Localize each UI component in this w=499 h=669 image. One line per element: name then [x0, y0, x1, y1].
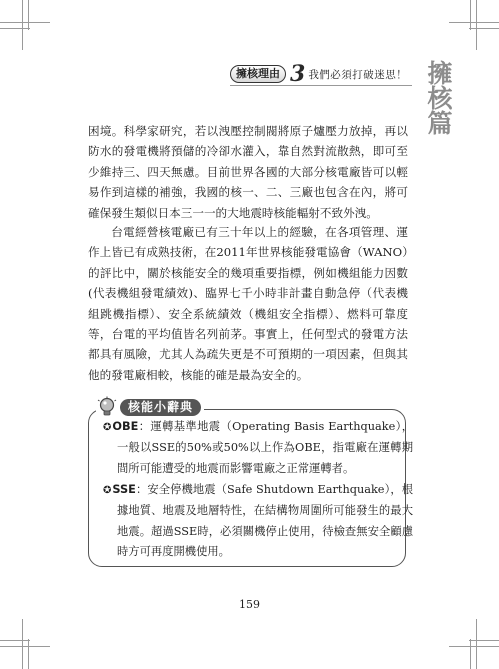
crop-mark: [476, 0, 477, 50]
crop-mark: [0, 646, 50, 647]
body-paragraph: 困境。科學家研究，若以洩壓控制閥將原子爐壓力放掉，再以防水的發電機將預儲的冷卻水灌入，靠自然對流散熱，即可至少維持三、四天無慮。目前世界各國的大部分核電廠皆可以輕易作到這樣的補強，我國的核一、二、三廠也包含在內，將可確保發生類似日本三一一的大地震時核能輻射不致外洩。: [88, 124, 408, 220]
crop-mark: [469, 28, 499, 29]
crop-mark: [0, 640, 30, 641]
section-side-title: 擁核篇: [424, 60, 453, 135]
crop-mark: [476, 619, 477, 669]
page-number: 159: [239, 598, 260, 611]
glossary-title: 核能小辭典: [120, 399, 201, 416]
crop-mark: [449, 22, 499, 23]
crop-mark: [28, 639, 29, 669]
crop-mark: [22, 0, 23, 50]
crop-mark: [470, 0, 471, 30]
glossary-term: SSE: [112, 483, 136, 496]
crop-mark: [0, 22, 50, 23]
crop-mark: [22, 619, 23, 669]
chapter-title: 我們必須打破迷思！: [308, 68, 408, 81]
crop-mark: [0, 28, 30, 29]
crop-mark: [469, 640, 499, 641]
crop-mark: [470, 639, 471, 669]
body-paragraph: 台電經營核電廠已有三十年以上的經驗，在各項管理、運作上皆已有成熟技術，在2011年世界核能發電協會（WANO）的評比中，關於核能安全的幾項重要指標，例如機組能力因數(代表機組發電績效)、臨界七千小時非計畫自動急停（代表機組跳機指標）、安全系統績效（機組安全指標）、燃料可靠度等，台電的平均值皆名列前茅。事實上，任何型式的發電方法都具有風險，尤其人為疏失更是不可預期的一項因素，但與其他的發電廠相較，核能的確是最為安全的。: [88, 225, 408, 382]
glossary-entry: [103, 480, 413, 562]
glossary-definition: ：安全停機地震（Safe Shutdown Earthquake），根據地質、地震及地層特性，在結構物周圍所可能發生的最大地震。超過SSE時，必須關機停止使用，待檢查無安全顧慮時方可再度開機使用。: [117, 483, 413, 558]
star-bullet-icon: ✪: [103, 422, 112, 433]
glossary-header: [96, 396, 204, 418]
chapter-number: 3: [290, 61, 306, 87]
chapter-pill: 擁核理由: [230, 65, 286, 83]
lightbulb-icon: [96, 396, 118, 418]
crop-mark: [28, 0, 29, 30]
star-bullet-icon: ✪: [103, 485, 112, 496]
running-header: [230, 61, 408, 87]
glossary-entry: [103, 417, 413, 479]
crop-mark: [449, 646, 499, 647]
glossary-definition: ：運轉基準地震（Operating Basis Earthquake），一般以SSE的50%或50%以上作為OBE，指電廠在運轉期間所可能遭受的地震而影響電廠之正常運轉者。: [117, 420, 413, 475]
header-rule: [230, 85, 412, 86]
glossary-term: OBE: [112, 420, 139, 433]
